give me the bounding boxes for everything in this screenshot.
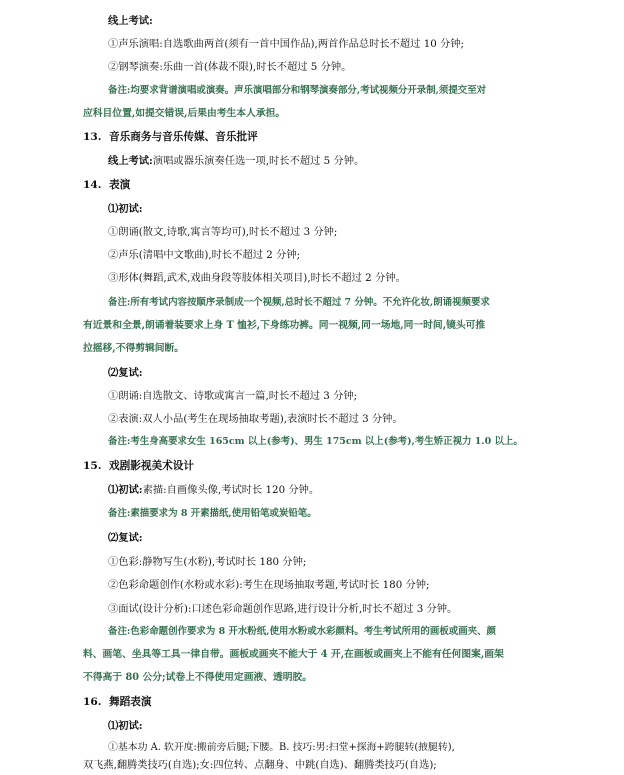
- list-item: ②色彩命题创作(水粉或水彩):考生在现场抽取考题,考试时长 180 分钟;: [108, 579, 430, 591]
- note-text: 备注:素描要求为 8 开素描纸,使用铅笔或炭铅笔。: [108, 508, 317, 519]
- subsection-label: ⑴初试:: [108, 720, 143, 732]
- list-item: ②表演:双人小品(考生在现场抽取考题),表演时长不超过 3 分钟。: [108, 413, 403, 425]
- subsection-label: ⑴初试:: [108, 484, 143, 496]
- note-text: 拉摇移,不得剪辑间断。: [83, 343, 185, 354]
- section-heading-16: [0, 693, 624, 711]
- note-text: 备注:均要求背谱演唱或演奏。声乐演唱部分和钢琴演奏部分,考试视频分开录制,须提交至对: [108, 85, 487, 96]
- section-title: 舞蹈表演: [109, 695, 152, 708]
- list-item: 线上考试:演唱或器乐演奏任选一项,时长不超过 5 分钟。: [108, 155, 365, 167]
- subsection-label: ⑵复试:: [108, 532, 143, 544]
- note-text: 料、画笔、坐具等工具一律自带。画板或画夹不能大于 4 开,在画板或画夹上不能有任何图案,画架: [83, 649, 504, 660]
- online-exam-label: 线上考试:: [108, 155, 153, 167]
- note-text: 有近景和全景,朗诵着装要求上身 T 恤衫,下身练功裤。同一视频,同一场地,同一时间,镜头可推: [83, 320, 486, 331]
- list-item: 双飞燕,翻腾类技巧(自选);女:四位转、点翻身、中跳(自选)、翻腾类技巧(自选);: [83, 760, 437, 771]
- note-text: 备注:考生身高要求女生 165cm 以上(参考)、男生 175cm 以上(参考),考生矫正视力 1.0 以上。: [108, 436, 523, 447]
- note-text: 备注:色彩命题创作要求为 8 开水粉纸,使用水粉或水彩颜料。考生考试所用的画板或画夹、颜: [108, 626, 496, 637]
- list-item: ③面试(设计分析):口述色彩命题创作思路,进行设计分析,时长不超过 3 分钟。: [108, 603, 458, 615]
- subsection-label: ⑵复试:: [108, 367, 143, 379]
- section-number: 15.: [83, 459, 102, 472]
- section-heading-15: [0, 457, 624, 475]
- list-item: ①声乐演唱:自选歌曲两首(须有一首中国作品),两首作品总时长不超过 10 分钟;: [108, 38, 465, 50]
- note-text: 备注:所有考试内容按顺序录制成一个视频,总时长不超过 7 分钟。不允许化妆,朗诵视频要求: [108, 297, 490, 308]
- list-item: ②声乐(清唱中文歌曲),时长不超过 2 分钟;: [108, 249, 301, 261]
- section-heading-13: [0, 128, 624, 146]
- online-exam-label: 线上考试:: [108, 15, 153, 27]
- list-item: ③形体(舞蹈,武术,戏曲身段等肢体相关项目),时长不超过 2 分钟。: [108, 272, 406, 284]
- section-heading-14: [0, 176, 624, 194]
- section-title: 戏剧影视美术设计: [109, 459, 194, 472]
- list-item: ①基本功 A. 软开度:搬前旁后腿;下腰。B. 技巧:男:扫堂+探海+跨腿转(掖腿转),: [108, 742, 455, 753]
- list-item: ⑴初试:素描:自画像头像,考试时长 120 分钟。: [108, 484, 320, 496]
- list-item: ②钢琴演奏:乐曲一首(体裁不限),时长不超过 5 分钟。: [108, 61, 352, 73]
- list-item: ①朗诵(散文,诗歌,寓言等均可),时长不超过 3 分钟;: [108, 226, 338, 238]
- note-text: 不得高于 80 公分;试卷上不得使用定画液、透明胶。: [83, 672, 313, 683]
- subsection-label: ⑴初试:: [108, 203, 143, 215]
- section-number: 13.: [83, 130, 102, 143]
- section-title: 表演: [109, 178, 131, 191]
- list-item: ①色彩:静物写生(水粉),考试时长 180 分钟;: [108, 556, 307, 568]
- section-number: 14.: [83, 178, 102, 191]
- list-item: ①朗诵:自选散文、诗歌或寓言一篇,时长不超过 3 分钟;: [108, 390, 358, 402]
- note-text: 应科目位置,如提交错误,后果由考生本人承担。: [83, 108, 286, 119]
- section-title: 音乐商务与音乐传媒、音乐批评: [109, 130, 258, 143]
- section-number: 16.: [83, 695, 102, 708]
